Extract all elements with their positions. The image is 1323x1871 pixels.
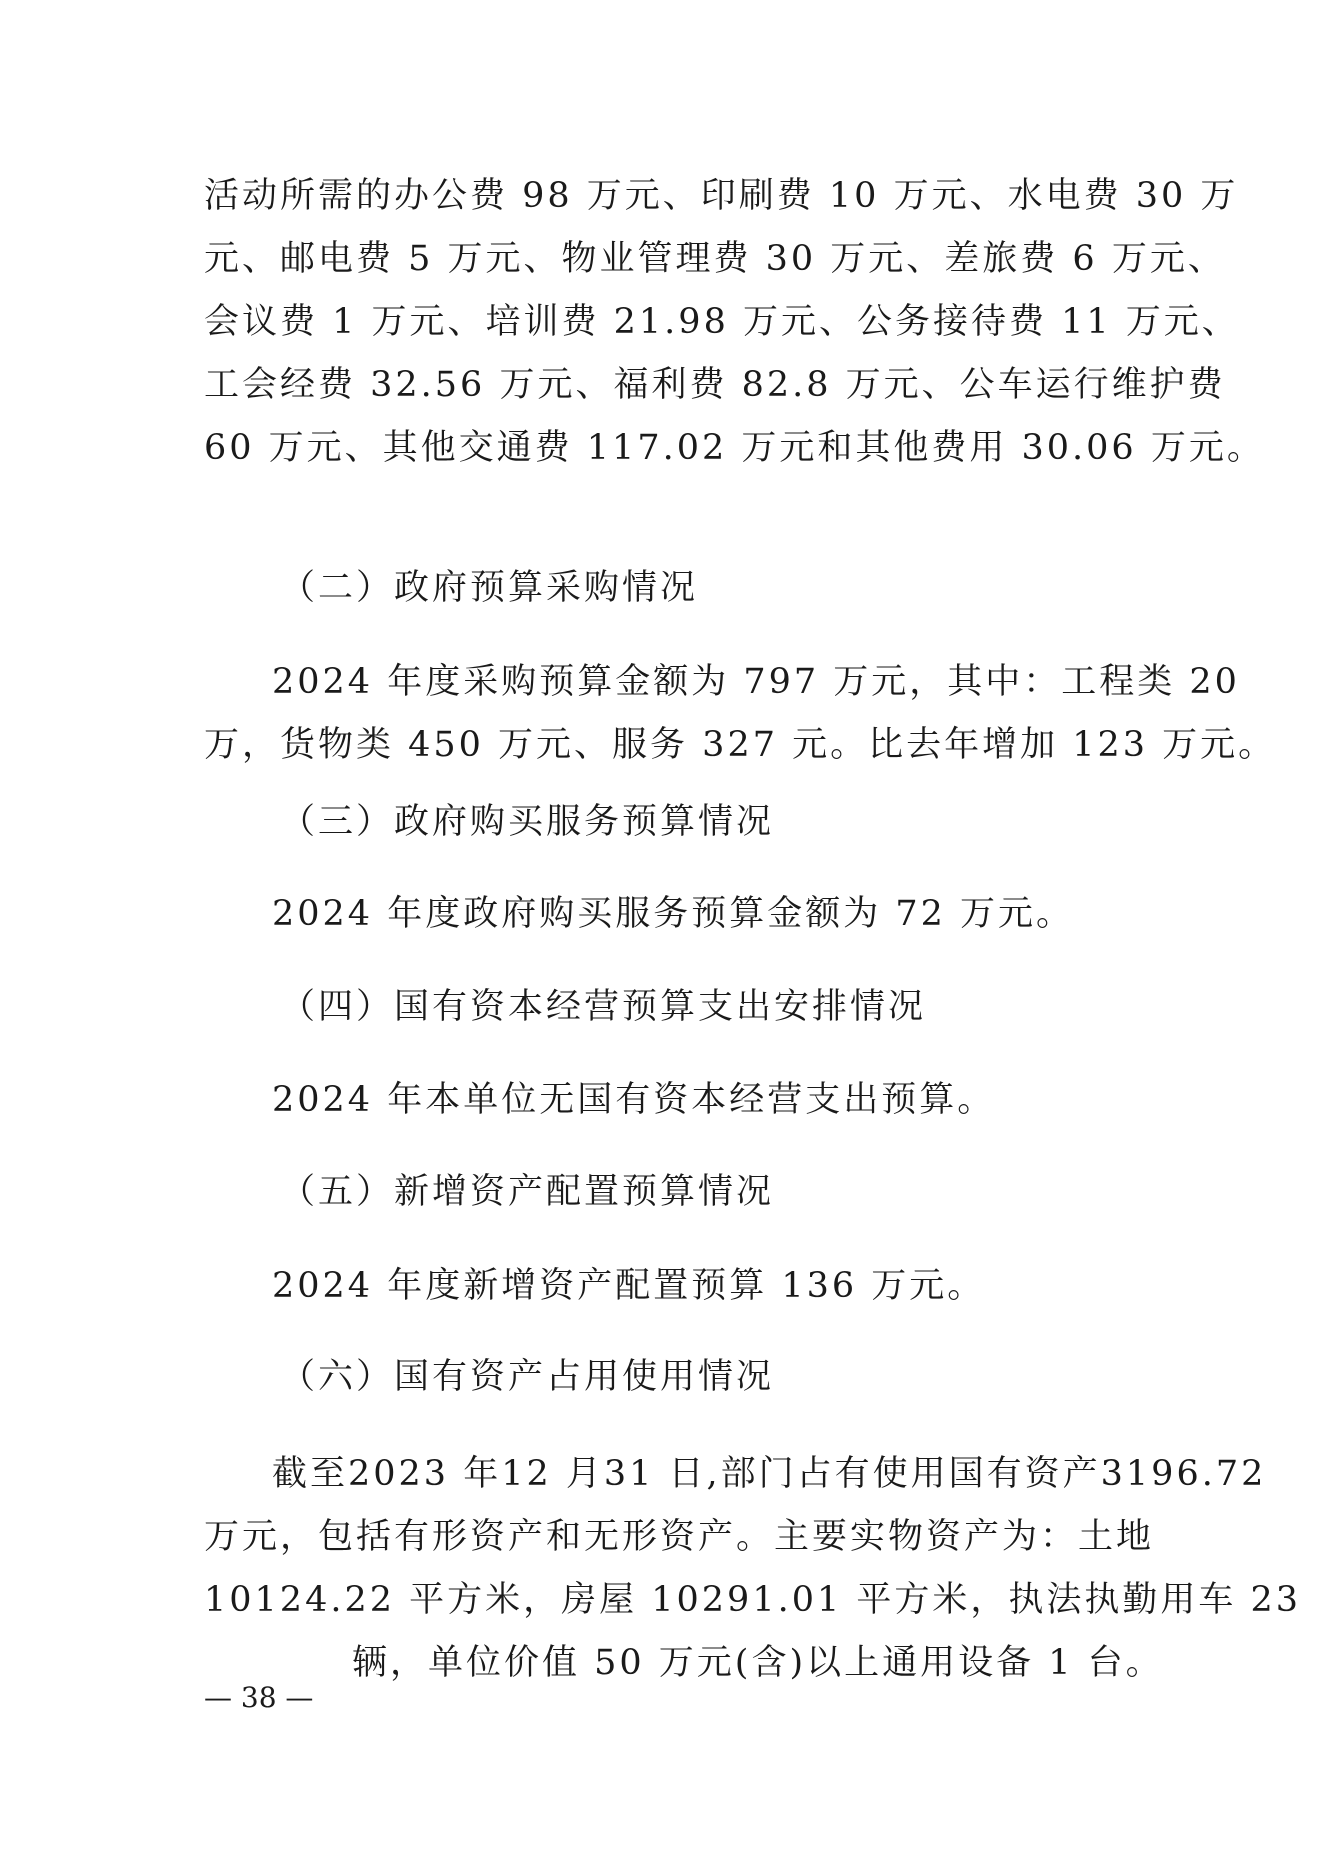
body-text-line: 60 万元、其他交通费 117.02 万元和其他费用 30.06 万元。	[204, 428, 1265, 468]
body-text-line: 万，货物类 450 万元、服务 327 元。比去年增加 123 万元。	[204, 725, 1277, 765]
body-text-line: 辆，单位价值 50 万元(含)以上通用设备 1 台。	[352, 1643, 1164, 1683]
body-text-line: 10124.22 平方米，房屋 10291.01 平方米，执法执勤用车 23	[204, 1580, 1302, 1620]
body-text-line: 活动所需的办公费 98 万元、印刷费 10 万元、水电费 30 万	[204, 176, 1239, 216]
section-heading: （六）国有资产占用使用情况	[280, 1357, 775, 1397]
body-text-line: 2024 年度采购预算金额为 797 万元，其中：工程类 20	[272, 662, 1240, 702]
page-number: — 38 —	[204, 1681, 314, 1714]
body-text-line: 2024 年度新增资产配置预算 136 万元。	[272, 1266, 986, 1306]
section-heading: （四）国有资本经营预算支出安排情况	[280, 987, 927, 1027]
section-heading: （二）政府预算采购情况	[280, 568, 699, 608]
body-text-line: 工会经费 32.56 万元、福利费 82.8 万元、公车运行维护费	[204, 365, 1226, 405]
section-heading: （三）政府购买服务预算情况	[280, 802, 775, 842]
body-text-line: 会议费 1 万元、培训费 21.98 万元、公务接待费 11 万元、	[204, 302, 1240, 342]
body-text-line: 元、邮电费 5 万元、物业管理费 30 万元、差旅费 6 万元、	[204, 239, 1226, 279]
body-text-line: 截至2023 年12 月31 日,部门占有使用国有资产3196.72	[272, 1454, 1267, 1494]
body-text-line: 2024 年本单位无国有资本经营支出预算。	[272, 1080, 996, 1120]
body-text-line: 万元，包括有形资产和无形资产。主要实物资产为：土地	[204, 1517, 1155, 1557]
section-heading: （五）新增资产配置预算情况	[280, 1172, 775, 1212]
body-text-line: 2024 年度政府购买服务预算金额为 72 万元。	[272, 894, 1074, 934]
